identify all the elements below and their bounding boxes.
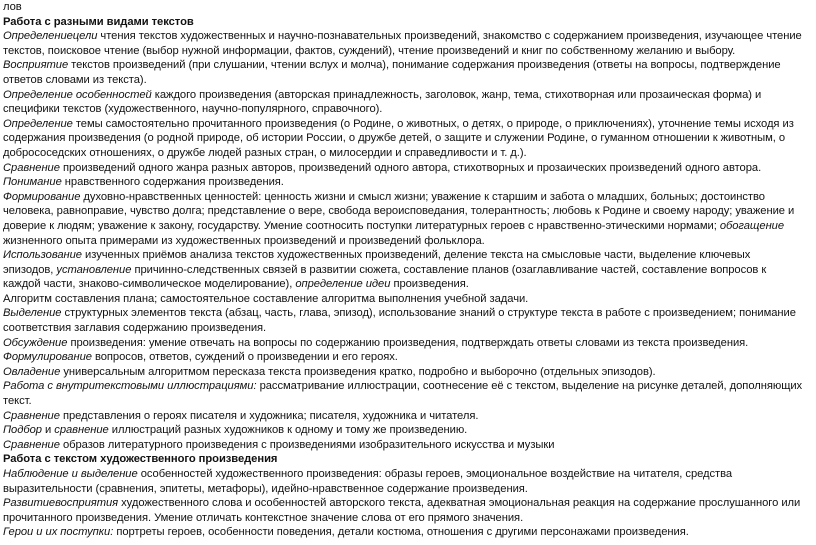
emphasized-term: Использование <box>3 249 82 262</box>
emphasized-term: обогащение <box>719 219 785 232</box>
paragraph-text: и <box>41 424 55 437</box>
paragraph-text: произведения: умение отвечать на вопросы по содержанию произведения, подтверждать ответы словами из текста произведения. <box>67 336 749 349</box>
paragraph <box>3 365 803 380</box>
emphasized-term: Наблюдение и выделение <box>3 468 138 480</box>
emphasized-term: Понимание <box>3 176 62 189</box>
section-text-types-body <box>3 29 803 452</box>
section-heading-text-types: Работа с разными видами текстов <box>3 15 194 28</box>
emphasized-term: Сравнение <box>3 409 60 422</box>
paragraph <box>3 190 803 248</box>
paragraph-text: Алгоритм составления плана; самостоятельное составление алгоритма выполнения учебной задачи. <box>3 292 529 305</box>
paragraph <box>3 161 803 176</box>
paragraph <box>3 423 803 438</box>
emphasized-term: Восприятие <box>3 59 69 72</box>
paragraph <box>3 248 803 292</box>
emphasized-term: сравнение <box>54 424 109 437</box>
paragraph-text: изученных приёмов анализа текстов художественных произведений, деление текста на смысловые части, выделение ключевых эпизодов, <box>3 249 751 276</box>
paragraph <box>3 525 803 540</box>
paragraph-text: темы самостоятельно прочитанного произведения (о Родине, о животных, о детях, о природе, о приключениях), уточнение темы исходя из содержания произведения (о родной природе, об истории России, о дружбе детей, о защите и служении Родине, о гуманном отношении к животным, о добрососедских отношениях, о дружбе людей разных стран, о милосердии и справедливости и т. д.). <box>3 117 794 159</box>
emphasized-term: Обсуждение <box>3 336 68 349</box>
paragraph-text: особенностей художественного произведения: образы героев, эмоциональное воздействие на читателя, средства выразительности (сравнения, эпитеты, метафоры), идейно-нравственное содержание произведения. <box>3 468 733 495</box>
paragraph <box>3 496 803 525</box>
paragraph <box>3 117 803 161</box>
paragraph <box>3 29 803 58</box>
paragraph <box>3 336 803 351</box>
paragraph-text: портреты героев, особенности поведения, детали костюма, отношения с другими персонажами произведения. <box>113 526 689 539</box>
paragraph-text: причинно-следственных связей в развитии сюжета, составление планов (озаглавливание частей, составление вопросов к каждой части, знаково-символическое моделирование), <box>3 263 767 291</box>
paragraph-text: вопросов, ответов, суждений о произведении и его героях. <box>91 351 398 364</box>
paragraph <box>3 467 803 496</box>
emphasized-term: Определение <box>3 117 73 130</box>
paragraph <box>3 175 803 190</box>
emphasized-term: Выделение <box>3 307 62 320</box>
paragraph <box>3 409 803 424</box>
paragraph-text: каждого произведения (авторская принадлежность, заголовок, жанр, тема, стихотворная или прозаическая форма) и специфики текстов (художественного, научно-популярного, справочного). <box>3 88 762 116</box>
paragraph-text: духовно-нравственных ценностей: ценность жизни и смысл жизни; уважение к старшим и забота о младших, больных; достоинство человека, равноправие, чувство долга; представление о вере, свобода вероисповедания, толерантность; любовь к Родине и своему народу; уважение и доверие к людям; уважение к закону, государству. Умение соотносить поступки литературных героев с нравственно-этическими нормами; <box>3 190 795 232</box>
paragraph <box>3 306 803 335</box>
paragraph-text: представления о героях писателя и художника; писателя, художника и читателя. <box>59 409 479 422</box>
emphasized-term: определение идеи <box>295 278 391 291</box>
paragraph-text: нравственного содержания произведения. <box>61 176 284 189</box>
paragraph <box>3 379 803 408</box>
emphasized-term: Формулирование <box>3 351 92 364</box>
paragraph <box>3 350 803 365</box>
emphasized-term: Подбор <box>3 424 42 437</box>
paragraph-text: структурных элементов текста (абзац, часть, глава, эпизод), использование знаний о структуре текста в работе с произведением; понимание соответствия заглавия содержанию произведения. <box>3 307 796 335</box>
emphasized-term: Работа с внутритекстовыми иллюстрациями: <box>3 380 257 393</box>
paragraph-text: рассматривание иллюстрации, соотнесение её с текстом, выделение на рисунке деталей, дополняющих текст. <box>3 380 803 408</box>
section-heading-literary-text: Работа с текстом художественного произведения <box>3 453 278 466</box>
emphasized-term: Определение особенностей <box>3 88 152 101</box>
emphasized-term: Сравнение <box>3 161 60 174</box>
emphasized-term: Формирование <box>3 190 81 203</box>
emphasized-term: Сравнение <box>3 438 60 451</box>
emphasized-term: Определениецели <box>3 30 98 43</box>
paragraph-text: произведений одного жанра разных авторов, произведений одного автора, стихотворных и прозаических произведений одного автора. <box>59 161 762 174</box>
top-fragment: лов <box>3 1 22 13</box>
paragraph-text: образов литературного произведения с произведениями изобразительного искусства и музыки <box>59 438 555 451</box>
emphasized-term: Развитиевосприятия <box>3 497 119 510</box>
paragraph-text: текстов произведений (при слушании, чтении вслух и молча), понимание содержания произведения (ответы на вопросы, подтверждение ответов словами из текста). <box>3 59 781 86</box>
paragraph <box>3 58 803 87</box>
paragraph-text: произведения. <box>390 278 469 291</box>
paragraph <box>3 438 803 453</box>
emphasized-term: Герои и их поступки: <box>3 526 114 539</box>
paragraph-text: чтения текстов художественных и научно-познавательных произведений, знакомство с содержанием произведения, изучающее чтение текстов, поисковое чтение (выбор нужной информации, фактов, суждений), чтение произведений и книг по собственному желанию и выбору. <box>3 30 802 57</box>
paragraph-text: жизненного опыта примерами из художественных произведений и произведений фольклора. <box>3 234 485 247</box>
paragraph-text: художественного слова и особенностей авторского текста, адекватная эмоциональная реакция на содержание прослушанного или прочитанного произведения. Умение отличать контекстное значение слова от его прямого значения. <box>3 497 801 524</box>
paragraph <box>3 88 803 117</box>
paragraph-text: иллюстраций разных художников к одному и тому же произведению. <box>108 424 468 437</box>
emphasized-term: Овладение <box>3 365 61 378</box>
paragraph <box>3 292 803 307</box>
emphasized-term: установление <box>56 263 132 276</box>
section-literary-text-body <box>3 467 803 540</box>
paragraph-text: универсальным алгоритмом пересказа текста произведения кратко, подробно и выборочно (отдельных эпизодов). <box>60 365 656 378</box>
